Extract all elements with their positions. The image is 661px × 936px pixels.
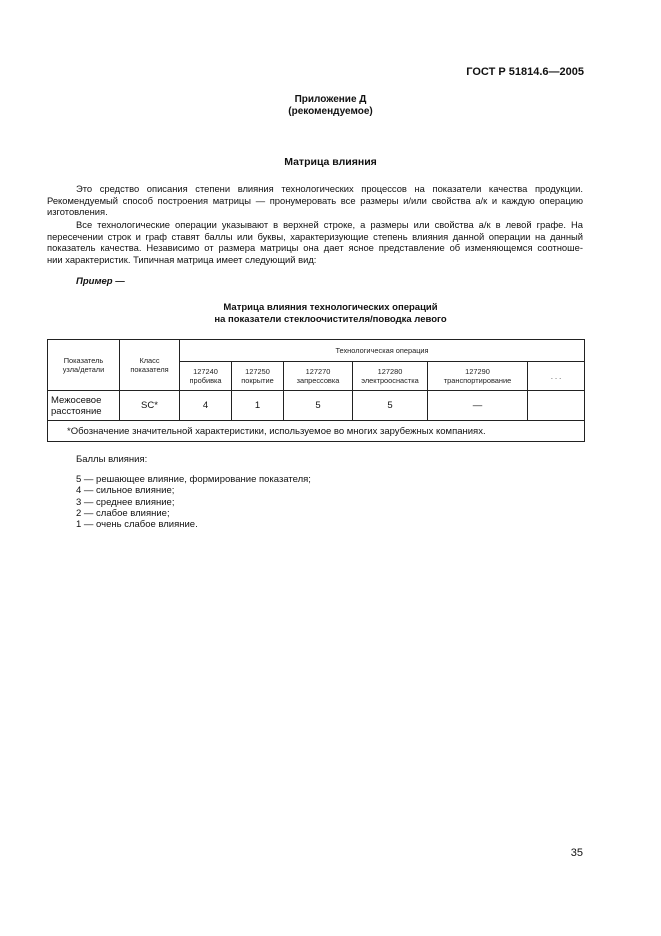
operation-header-cell <box>353 362 428 391</box>
document-code: ГОСТ Р 51814.6—2005 <box>466 66 584 78</box>
operation-header-cell <box>232 362 284 391</box>
legend-item: 1 — очень слабое влияние. <box>76 519 198 531</box>
page-number: 35 <box>570 847 583 859</box>
paragraph-2-line-3: показатель качества. Независимо от размера матрицы она дает ясное представление об изменяющемся соотноше- <box>47 242 583 253</box>
row-class-cell: SC* <box>120 391 180 421</box>
row-indicator-cell <box>48 391 120 421</box>
operation-name: транспортирование <box>443 376 512 385</box>
operation-code: 127270 <box>305 367 331 376</box>
table-row <box>48 391 585 421</box>
appendix-title: Приложение Д <box>294 94 367 105</box>
operation-name: электрооснастка <box>361 376 419 385</box>
value-cell: — <box>428 391 528 421</box>
operation-header-cell <box>428 362 528 391</box>
example-label: Пример — <box>76 276 125 287</box>
section-title: Матрица влияния <box>284 156 377 168</box>
header-class-cell <box>120 340 180 391</box>
header-indicator-line-1: Показатель <box>63 356 104 365</box>
appendix-note: (рекомендуемое) <box>288 106 373 117</box>
operation-code: 127240 <box>193 367 218 376</box>
legend-title: Баллы влияния: <box>76 454 148 465</box>
row-indicator-line-1: Межосевое <box>51 394 102 406</box>
paragraph-1-line-2: Рекомендуемый способ построения матрицы — пронумеровать все размеры и/или свойства а/к и каждую операцию <box>47 194 583 206</box>
header-indicator-cell <box>48 340 120 391</box>
header-indicator-line-2: узла/детали <box>62 365 105 374</box>
operation-code: 127250 <box>245 367 270 376</box>
paragraph-2-line-1: Все технологические операции указывают в верхней строке, а размеры или свойства а/к в левой графе. На <box>76 219 583 230</box>
paragraph-1 <box>47 183 583 218</box>
value-cell: 5 <box>284 391 353 421</box>
table-title-line-2: на показатели стеклоочистителя/поводка левого <box>214 314 447 325</box>
paragraph-2-line-2: пересечении строк и граф ставят баллы или буквы, характеризующие степень влияния данной операции на данный <box>47 230 583 242</box>
header-class-line-2: показателя <box>130 365 169 374</box>
legend-list <box>76 474 311 530</box>
table-title-line-1: Матрица влияния технологических операций <box>223 302 438 313</box>
legend-item: 3 — среднее влияние; <box>76 496 175 508</box>
header-operation-group: Технологическая операция <box>180 340 585 362</box>
value-cell: 4 <box>180 391 232 421</box>
operation-header-cell <box>180 362 232 391</box>
paragraph-1-line-3: изготовления. <box>47 206 108 217</box>
operation-header-cell-ellipsis <box>528 362 585 391</box>
influence-matrix-table <box>47 339 585 442</box>
operation-header-cell <box>284 362 353 391</box>
legend-item: 4 — сильное влияние; <box>76 485 175 497</box>
value-cell: 5 <box>353 391 428 421</box>
operation-code: 127290 <box>465 367 490 376</box>
table-header-row-1 <box>48 340 585 362</box>
row-indicator-line-2: расстояние <box>51 405 102 417</box>
operation-name: запрессовка <box>296 376 340 385</box>
value-cell <box>528 391 585 421</box>
legend-item: 5 — решающее влияние, формирование показателя; <box>76 474 311 485</box>
legend-item: 2 — слабое влияние; <box>76 507 170 519</box>
paragraph-2-line-4: нии характеристик. Типичная матрица имеет следующий вид: <box>47 253 317 265</box>
operation-name: пробивка <box>189 376 222 385</box>
operation-code: 127280 <box>377 367 403 376</box>
table-footnote: *Обозначение значительной характеристики, используемое во многих зарубежных компаниях. <box>48 421 585 442</box>
operation-name: покрытие <box>241 376 274 385</box>
header-class-line-1: Класс <box>139 356 160 365</box>
value-cell: 1 <box>232 391 284 421</box>
table-footnote-row <box>48 421 585 442</box>
paragraph-2 <box>47 219 583 265</box>
operation-code: . . . <box>550 371 562 381</box>
paragraph-1-line-1: Это средство описания степени влияния технологических процессов на показатели качества продукции. <box>76 183 583 194</box>
